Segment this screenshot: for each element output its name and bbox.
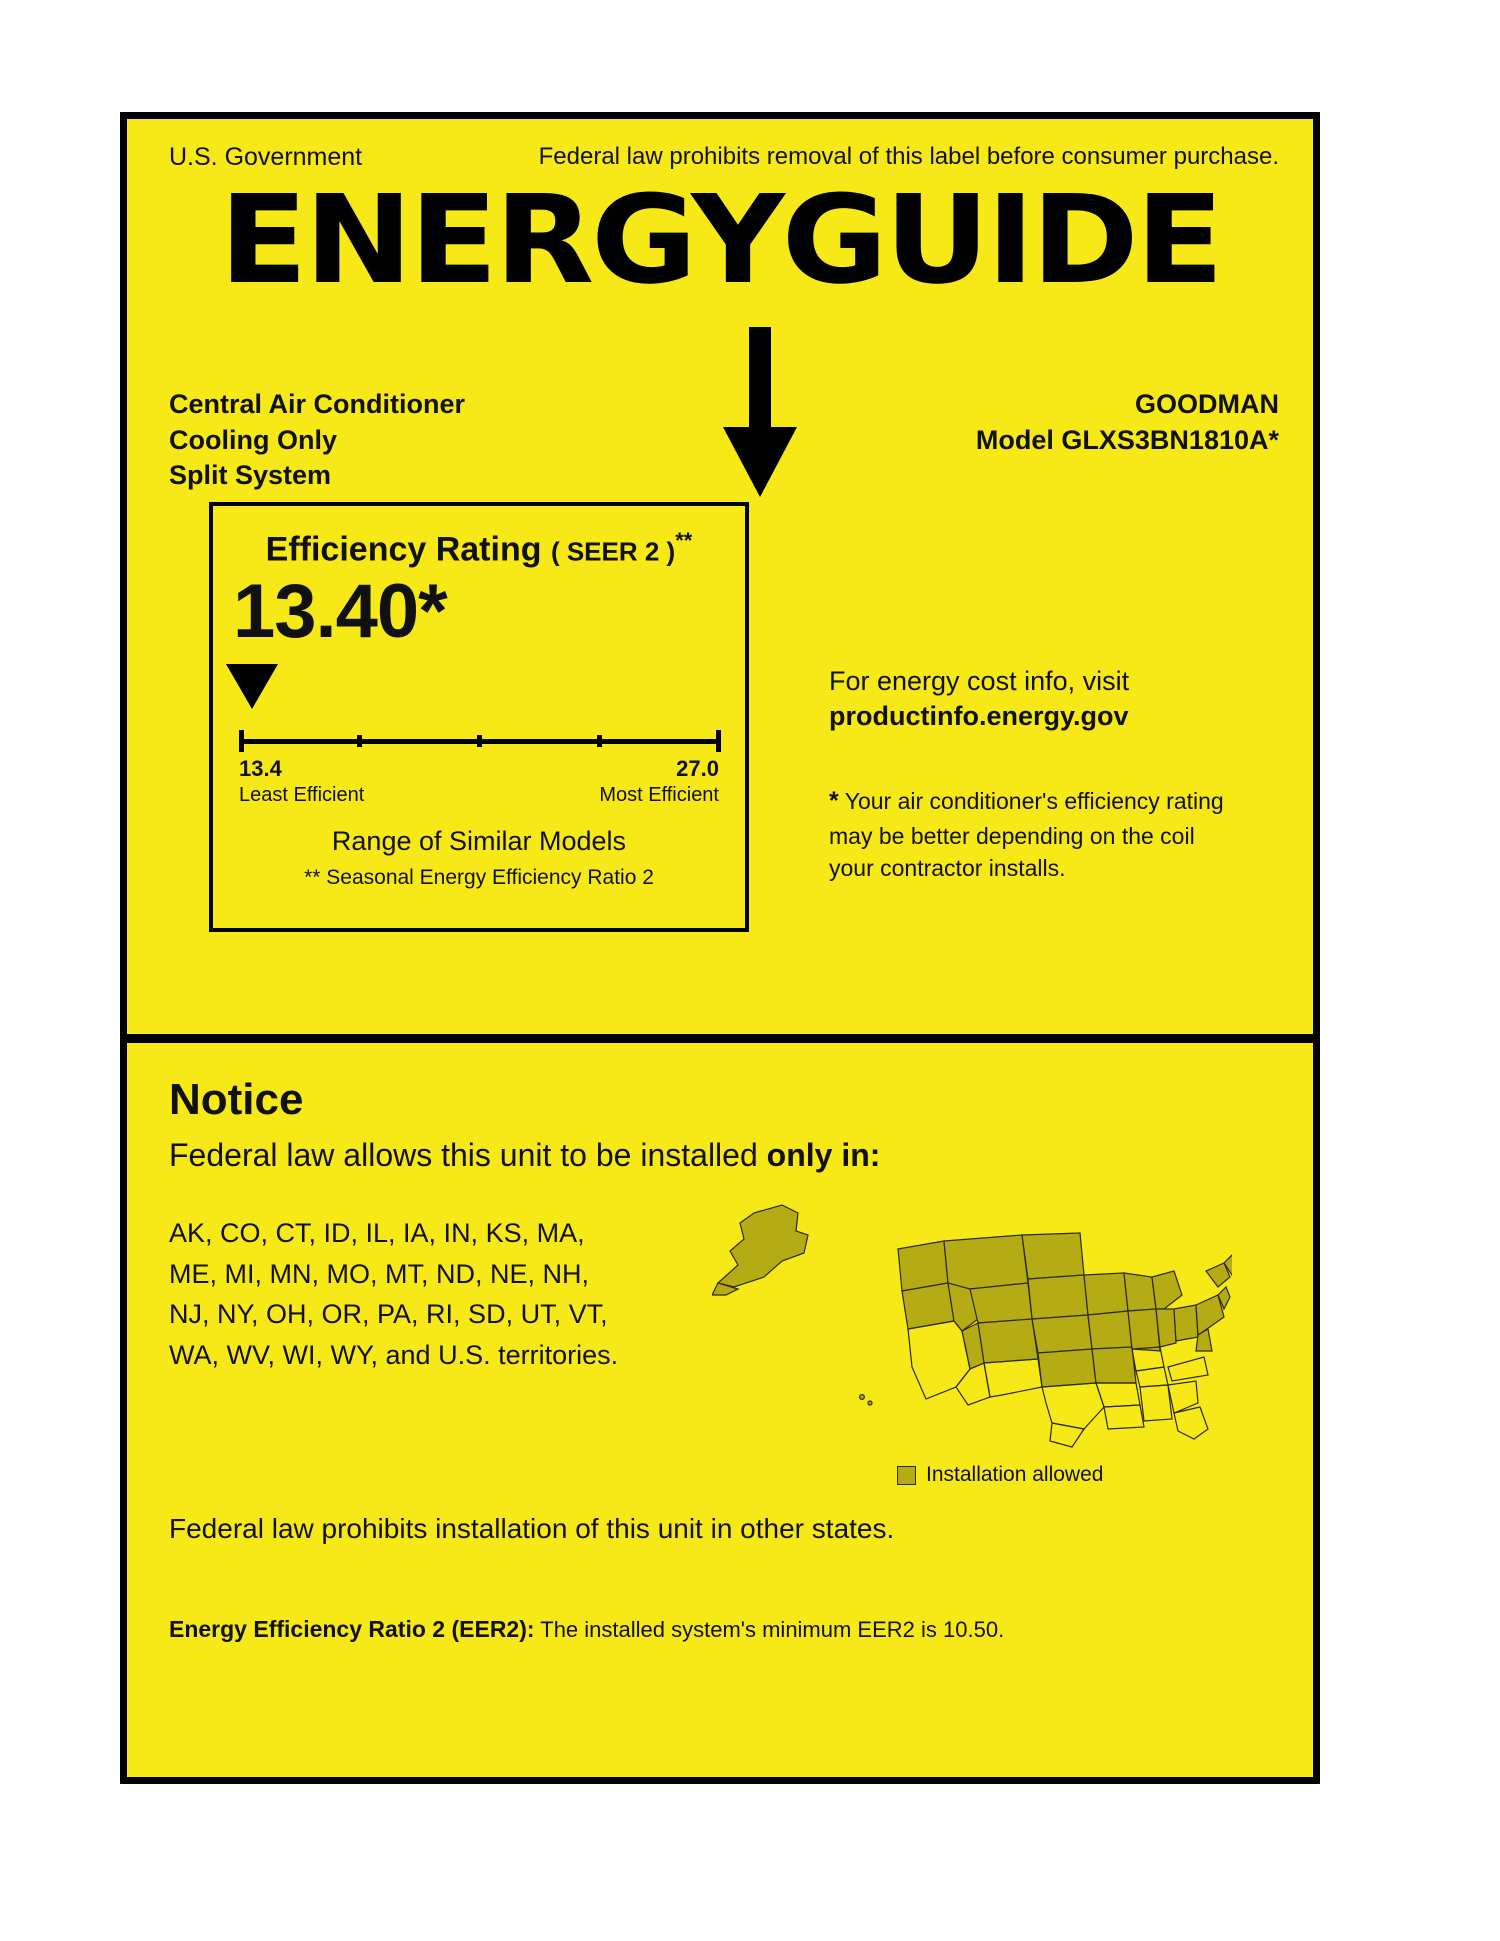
- efficiency-rating-metric: ( SEER 2 ): [550, 536, 676, 567]
- efficiency-footnote: [829, 784, 1227, 885]
- efficiency-rating-metric-sup: **: [675, 528, 693, 553]
- product-type-block: [169, 387, 465, 494]
- efficiency-rating-title: [213, 528, 745, 569]
- eer2-line: [169, 1616, 1004, 1643]
- product-type-line1: Central Air Conditioner: [169, 389, 466, 419]
- efficiency-rating-title-main: Efficiency Rating: [265, 530, 542, 569]
- notice-title: Notice: [169, 1075, 304, 1124]
- prohibited-states-text: Federal law prohibits installation of this unit in other states.: [169, 1513, 895, 1544]
- label-bottom-section: [127, 1043, 1313, 1782]
- energyguide-title: ENERGYGUIDE: [219, 169, 1221, 311]
- federal-removal-notice: Federal law prohibits removal of this label before consumer purchase.: [538, 143, 1279, 170]
- energy-cost-info-url[interactable]: productinfo.energy.gov: [829, 700, 1129, 731]
- eer2-value-text: The installed system's minimum EER2 is 10.50.: [534, 1617, 1005, 1642]
- allowed-states-line1: AK, CO, CT, ID, IL, IA, IN, KS, MA,: [169, 1218, 585, 1248]
- scale-tick-3: [597, 735, 602, 747]
- efficiency-footnote-star: *: [829, 787, 839, 815]
- energy-cost-info: [829, 664, 1229, 733]
- allowed-states-line3: NJ, NY, OH, OR, PA, RI, SD, UT, VT,: [169, 1299, 608, 1329]
- map-legend-label: Installation allowed: [926, 1463, 1104, 1486]
- product-type-line2: Cooling Only: [169, 424, 337, 455]
- energyguide-label: [120, 112, 1320, 1784]
- us-map-svg: [712, 1191, 1232, 1451]
- allowed-states-line4: WA, WV, WI, WY, and U.S. territories.: [169, 1339, 619, 1370]
- efficiency-rating-box: [209, 502, 749, 932]
- scale-min-label: Least Efficient: [239, 784, 365, 806]
- map-legend: [897, 1463, 1103, 1487]
- range-of-similar-models-label: Range of Similar Models: [331, 826, 627, 856]
- scale-tick-1: [357, 735, 362, 747]
- energy-cost-info-line: For energy cost info, visit: [829, 666, 1130, 696]
- notice-subtitle: [169, 1137, 880, 1174]
- efficiency-footnote-text: Your air conditioner's efficiency rating may be better depending on the coil your contractor installs.: [829, 788, 1224, 882]
- seer2-definition-footnote: ** Seasonal Energy Efficiency Ratio 2: [304, 866, 654, 889]
- scale-min-value: 13.4: [239, 756, 282, 781]
- scale-marker-icon: [226, 664, 278, 709]
- allowed-states-line2: ME, MI, MN, MO, MT, ND, NE, NH,: [169, 1258, 589, 1289]
- notice-subtitle-plain: Federal law allows this unit to be installed: [169, 1137, 767, 1173]
- scale-tick-2: [477, 735, 482, 747]
- label-top-section: [127, 119, 1313, 1043]
- allowed-states-list: [169, 1213, 649, 1375]
- notice-subtitle-bold: only in:: [766, 1137, 881, 1173]
- scale-tick-end: [716, 730, 721, 752]
- scale-max-value: 27.0: [676, 756, 719, 781]
- efficiency-scale: [239, 730, 721, 752]
- eer2-label: Energy Efficiency Ratio 2 (EER2):: [169, 1616, 535, 1642]
- brand-block: [976, 387, 1279, 458]
- scale-tick-start: [239, 730, 244, 752]
- brand-name: GOODMAN: [1135, 389, 1279, 419]
- efficiency-rating-value: 13.40*: [233, 569, 447, 654]
- us-government-text: U.S. Government: [169, 143, 363, 171]
- map-legend-swatch-icon: [897, 1466, 916, 1485]
- us-map-graphic: [712, 1191, 1232, 1451]
- product-type-line3: Split System: [169, 460, 332, 491]
- scale-max-label: Most Efficient: [599, 784, 719, 806]
- model-number: Model GLXS3BN1810A*: [975, 424, 1279, 455]
